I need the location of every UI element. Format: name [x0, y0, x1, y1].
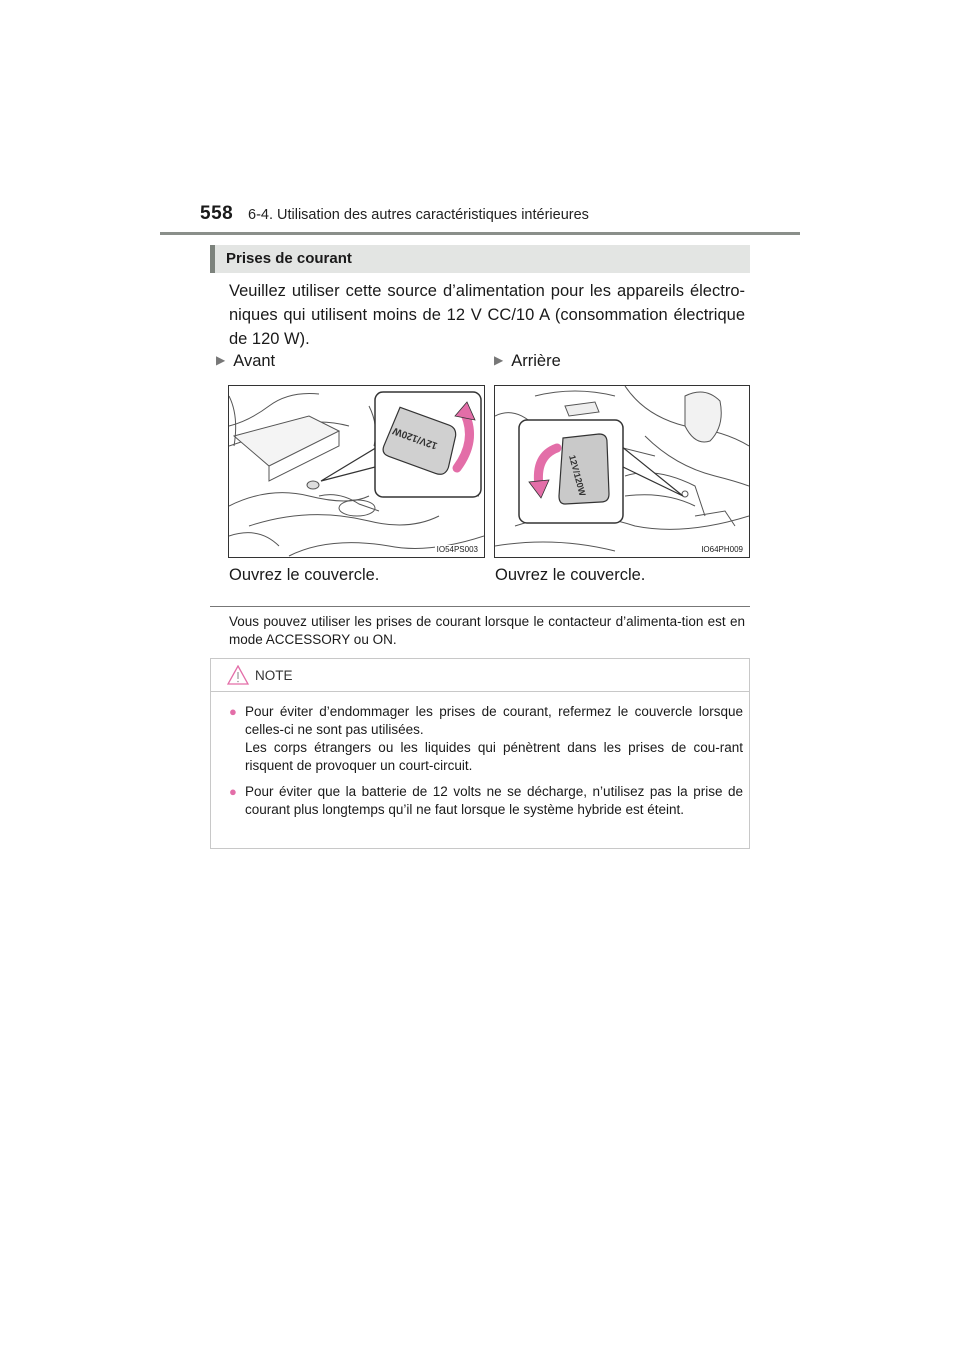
header-rule	[160, 232, 800, 235]
rear-illustration	[494, 385, 750, 558]
page-number: 558	[200, 203, 234, 224]
chapter-title: 6-4. Utilisation des autres caractéristiques intérieures	[248, 207, 589, 223]
note-item	[229, 703, 743, 775]
front-cover-text: 12V/120W	[391, 424, 440, 451]
front-label	[216, 352, 275, 371]
section-heading	[210, 245, 750, 273]
front-label-text: Avant	[233, 352, 276, 370]
rear-caption: Ouvrez le couvercle.	[495, 566, 646, 584]
note-header	[211, 659, 749, 692]
rear-seat-drawing	[495, 386, 749, 557]
front-figure-code: IO54PS003	[436, 545, 478, 554]
bullet-icon: ●	[229, 784, 237, 799]
rear-label-text: Arrière	[511, 352, 561, 370]
front-illustration	[228, 385, 485, 558]
front-console-drawing	[229, 386, 484, 557]
warning-triangle-icon	[227, 665, 249, 685]
note-item-2-line1: Pour éviter que la batterie de 12 volts ne se décharge, n’utilisez pas la prise de courant plus longtemps qu’il ne faut lorsque le système hybride est éteint.	[245, 784, 743, 817]
rear-label	[494, 352, 561, 371]
note-item-1-line2: Les corps étrangers ou les liquides qui pénètrent dans les prises de cou-rant risquent de provoquer un court-circuit.	[245, 740, 743, 773]
rear-cover-text: 12V/120W	[567, 453, 588, 498]
note-box	[210, 658, 750, 849]
triangle-bullet-icon: ▶	[494, 353, 504, 367]
section-title: Prises de courant	[226, 250, 352, 267]
bullet-icon: ●	[229, 704, 237, 719]
note-item-1-line1: Pour éviter d’endommager les prises de courant, refermez le couvercle lorsque celles-ci ne sont pas utilisées.	[245, 704, 743, 737]
heading-bar	[210, 245, 215, 273]
rear-figure-code: IO64PH009	[701, 545, 743, 554]
front-caption: Ouvrez le couvercle.	[229, 566, 380, 584]
note-item	[229, 783, 743, 819]
triangle-bullet-icon: ▶	[216, 353, 226, 367]
intro-paragraph: Veuillez utiliser cette source d’alimentation pour les appareils électro-niques qui utilisent moins de 12 V CC/10 A (consommation électrique de 120 W).	[229, 282, 745, 348]
info-text: Vous pouvez utiliser les prises de courant lorsque le contacteur d’alimenta-tion est en mode ACCESSORY ou ON.	[229, 614, 745, 647]
section-divider	[210, 606, 750, 607]
note-label: NOTE	[255, 668, 293, 683]
